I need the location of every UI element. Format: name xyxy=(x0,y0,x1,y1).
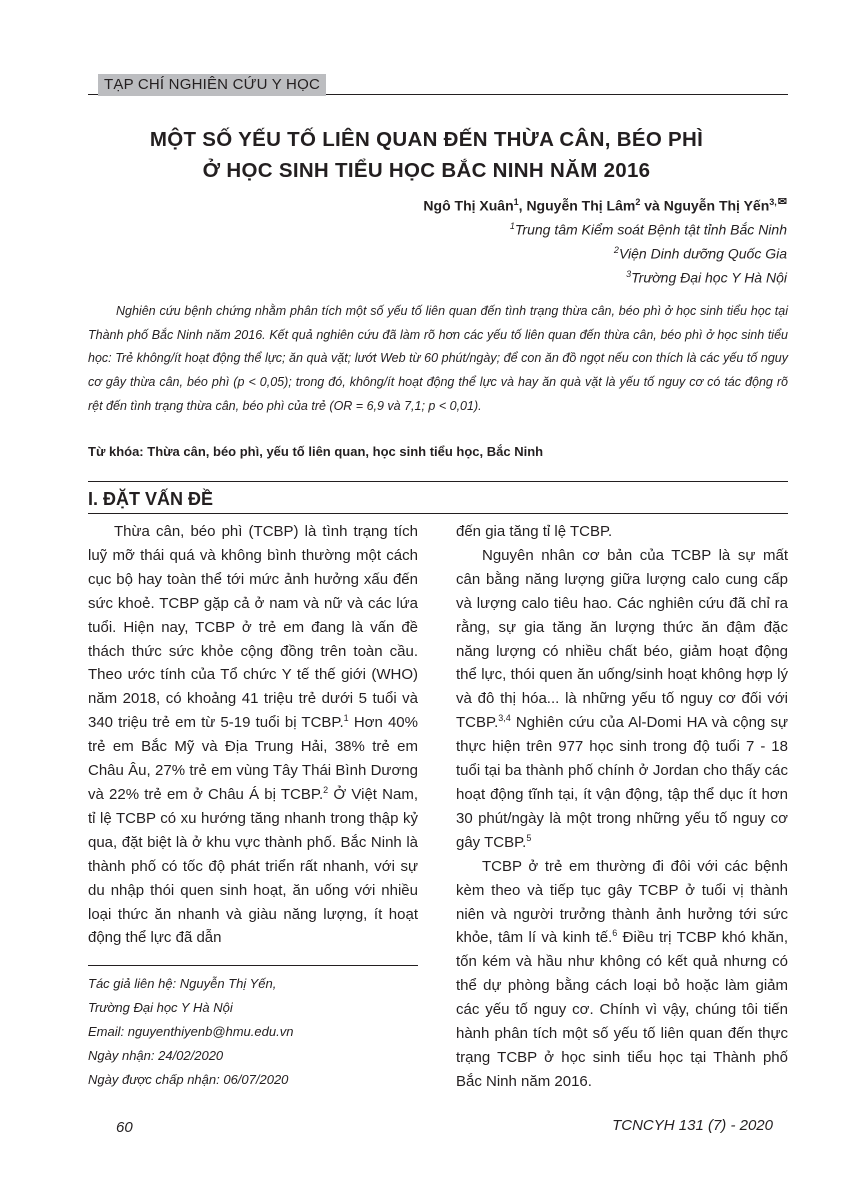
citation-ref: 5 xyxy=(526,832,532,843)
paragraph xyxy=(456,544,788,855)
paragraph-continuation: đến gia tăng tỉ lệ TCBP. xyxy=(456,523,613,540)
author-affil-mark: 1 xyxy=(513,197,519,207)
affiliation-text: Trung tâm Kiểm soát Bệnh tật tỉnh Bắc Ninh xyxy=(514,221,787,238)
correspondence-footnote xyxy=(88,972,418,1092)
paragraph xyxy=(456,855,788,1094)
affiliation-text: Viện Dinh dưỡng Quốc Gia xyxy=(618,245,787,262)
author-name: Ngô Thị Xuân xyxy=(423,197,514,214)
citation-ref: 1 xyxy=(343,713,349,724)
text-run: TCBP ở trẻ em thường đi đôi với các bệnh kèm theo và tiếp tục gây TCBP ở tuổi vị thành niên và người trưởng thành ảnh hưởng tới sức khỏe, tâm lí và kinh tế. xyxy=(456,857,788,947)
author-affil-mark: 2 xyxy=(635,197,641,207)
citation-ref: 2 xyxy=(323,784,329,795)
footnote-institution: Trường Đại học Y Hà Nội xyxy=(88,1000,233,1015)
section-heading: I. ĐẶT VẤN ĐỀ xyxy=(88,489,214,509)
footnote-accepted: Ngày được chấp nhận: 06/07/2020 xyxy=(88,1072,289,1087)
journal-label: TẠP CHÍ NGHIÊN CỨU Y HỌC xyxy=(98,74,326,96)
paragraph xyxy=(88,520,418,950)
footnote-received: Ngày nhận: 24/02/2020 xyxy=(88,1048,224,1063)
section-rule-bottom xyxy=(88,513,788,514)
section-rule-top xyxy=(88,481,788,482)
keywords: Từ khóa: Thừa cân, béo phì, yếu tố liên quan, học sinh tiểu học, Bắc Ninh xyxy=(88,444,544,459)
affiliation-1 xyxy=(510,216,787,240)
text-run: Nguyên nhân cơ bản của TCBP là sự mất cân bằng năng lượng giữa lượng calo cung cấp và lượng calo tiêu hao. Các nghiên cứu đã chỉ ra rằng, sự gia tăng ăn lượng thức ăn đậm đặc năng lượng có nhiều chất béo, giảm hoạt động thể lực, thói quen ăn uống/sinh hoạt không hợp lý và đô thị hóa... là những yếu tố nguy cơ đối với TCBP. xyxy=(456,546,788,732)
article-title xyxy=(60,124,793,186)
title-line-2: Ở HỌC SINH TIỂU HỌC BẮC NINH NĂM 2016 xyxy=(202,159,651,182)
citation-ref: 6 xyxy=(612,928,618,939)
body-column-right xyxy=(456,520,788,1094)
abstract: Nghiên cứu bệnh chứng nhằm phân tích một số yếu tố liên quan đến tình trạng thừa cân, béo phì ở học sinh tiểu học tại Thành phố Bắc Ninh năm 2016. Kết quả nghiên cứu đã làm rõ hơn các yếu tố liên quan đến thừa cân, béo phì ở học sinh tiểu học: Trẻ không/ít hoạt động thể lực; ăn quà vặt; lướt Web từ 60 phút/ngày; để con ăn đồ ngọt nếu con thích là các yếu tố nguy cơ gây thừa cân, béo phì (p < 0,05); trong đó, không/ít hoạt động thể lực và hay ăn quà vặt là yếu tố nguy cơ có tác động rõ rệt đến tình trạng thừa cân, béo phì của trẻ (OR = 6,9 và 7,1; p < 0,01). xyxy=(88,304,788,413)
footnote-email: Email: nguyenthiyenb@hmu.edu.vn xyxy=(88,1024,294,1039)
body-column-left xyxy=(88,520,418,950)
journal-reference: TCNCYH 131 (7) - 2020 xyxy=(612,1117,773,1134)
affiliation-mark: 1 xyxy=(509,221,515,231)
affiliation-2 xyxy=(614,240,787,264)
text-run: Điều trị TCBP khó khăn, tốn kém và hầu như không có kết quả nhưng có thể dự phòng bằng cách loại bỏ hoặc làm giảm các yếu tố nguy cơ. Chính vì vậy, chúng tôi tiến hành phân tích một số yếu tố liên quan đến thực trạng TCBP ở học sinh tiểu học tại Thành phố Bắc Ninh năm 2016. xyxy=(456,929,788,1090)
footnote-contact: Tác giả liên hệ: Nguyễn Thị Yến, xyxy=(88,976,277,991)
envelope-icon: ✉ xyxy=(777,196,787,208)
affiliation-mark: 3 xyxy=(626,269,632,279)
author-separator: , xyxy=(518,197,527,214)
text-run: Thừa cân, béo phì (TCBP) là tình trạng tích luỹ mỡ thái quá và không bình thường một cách cục bộ hay toàn thể tới mức ảnh hưởng xấu đến sức khoẻ. TCBP gặp cả ở nam và nữ và các lứa tuổi. Hiện nay, TCBP ở trẻ em đang là vấn đề thách thức sức khỏe cộng đồng trên toàn cầu. Theo ước tính của Tổ chức Y tế thế giới (WHO) năm 2018, có khoảng 41 triệu trẻ dưới 5 tuổi và 340 triệu trẻ em từ 5-19 tuổi bị TCBP. xyxy=(88,523,418,732)
text-run: Nghiên cứu của Al-Domi HA và cộng sự thực hiện trên 977 học sinh trong độ tuổi 7 - 18 tuổi tại ba thành phố chính ở Jordan cho thấy các hoạt động tĩnh tại, ít vận động, tập thể dục ít hơn 30 phút/ngày là một trong những yếu tố nguy cơ gây TCBP. xyxy=(456,714,788,851)
author-name: Nguyễn Thị Lâm xyxy=(526,197,636,214)
author-affil-mark: 3, xyxy=(769,197,777,207)
affiliation-text: Trường Đại học Y Hà Nội xyxy=(631,269,787,286)
affiliation-3 xyxy=(626,264,787,288)
page-number: 60 xyxy=(116,1119,133,1136)
affiliation-mark: 2 xyxy=(613,245,619,255)
title-line-1: MỘT SỐ YẾU TỐ LIÊN QUAN ĐẾN THỪA CÂN, BÉO PHÌ xyxy=(149,128,704,151)
author-separator: và xyxy=(640,197,664,214)
text-run: Ở Việt Nam, tỉ lệ TCBP có xu hướng tăng nhanh trong thập kỷ qua, đặt biệt là ở khu vực thành phố. Bắc Ninh là thành phố có tốc độ phát triển rất nhanh, với sự du nhập thói quen sinh hoạt, ăn uống với nhiều loại thức ăn nhanh và giàu năng lượng, ít hoạt động thể lực đã dẫn xyxy=(88,785,419,947)
author-name: Nguyễn Thị Yến xyxy=(663,197,770,214)
citation-ref: 3,4 xyxy=(498,713,511,724)
author-list xyxy=(423,192,787,216)
text-run: Hơn 40% trẻ em Bắc Mỹ và Địa Trung Hải, 38% trẻ em Châu Âu, 27% trẻ em vùng Tây Thái Bình Dương và 22% trẻ em ở Châu Á bị TCBP. xyxy=(88,714,418,803)
footnote-rule xyxy=(88,965,418,966)
